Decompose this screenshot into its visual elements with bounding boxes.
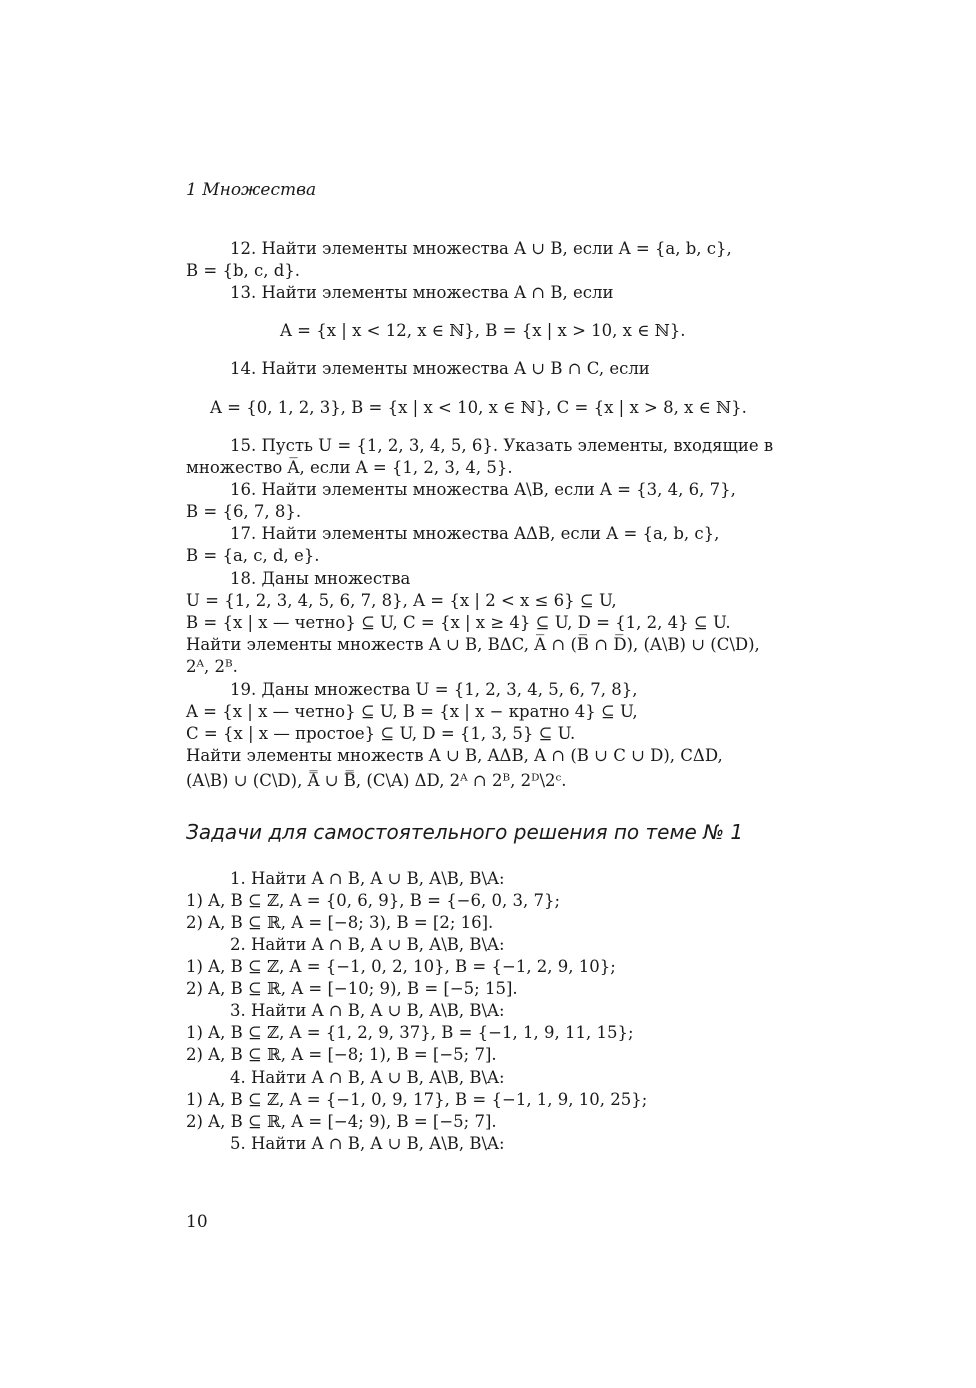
exercise-4-line-1: 4. Найти A ∩ B, A ∪ B, A\B, B\A: <box>230 1068 505 1087</box>
problem-14-line-1: 14. Найти элементы множества A ∪ B ∩ C, если <box>230 359 650 378</box>
problem-12-line-1: 12. Найти элементы множества A ∪ B, если A = {a, b, c}, <box>230 239 732 258</box>
exercise-1-line-2: 1) A, B ⊆ ℤ, A = {0, 6, 9}, B = {−6, 0, 3, 7}; <box>186 891 561 910</box>
problem-15-line-1: 15. Пусть U = {1, 2, 3, 4, 5, 6}. Указать элементы, входящие в <box>230 436 774 455</box>
exercise-5-line-1: 5. Найти A ∩ B, A ∪ B, A\B, B\A: <box>230 1134 505 1153</box>
problem-19-line-1: 19. Даны множества U = {1, 2, 3, 4, 5, 6, 7, 8}, <box>230 680 638 699</box>
problem-12-line-2: B = {b, c, d}. <box>186 261 301 280</box>
problem-16-line-2: B = {6, 7, 8}. <box>186 502 302 521</box>
problem-18-line-4: Найти элементы множеств A ∪ B, BΔC, A̅ ∩ (B̅ ∩ D̅), (A\B) ∪ (C\D), <box>186 635 760 654</box>
problem-18-line-1: 18. Даны множества <box>230 569 411 588</box>
problem-18-line-3: B = {x | x — четно} ⊆ U, C = {x | x ≥ 4} ⊆ U, D = {1, 2, 4} ⊆ U. <box>186 613 731 632</box>
problem-19-line-5: (A\B) ∪ (C\D), A̿ ∪ B̿, (C\A) ΔD, 2ᴬ ∩ 2ᴮ, 2ᴰ\2ᶜ. <box>186 771 567 790</box>
problem-18-line-2: U = {1, 2, 3, 4, 5, 6, 7, 8}, A = {x | 2 < x ≤ 6} ⊆ U, <box>186 591 617 610</box>
exercise-1-line-1: 1. Найти A ∩ B, A ∪ B, A\B, B\A: <box>230 869 505 888</box>
problem-13-formula: A = {x | x < 12, x ∈ ℕ}, B = {x | x > 10, x ∈ ℕ}. <box>280 321 686 340</box>
problem-13-line-1: 13. Найти элементы множества A ∩ B, если <box>230 283 614 302</box>
problem-19-line-3: C = {x | x — простое} ⊆ U, D = {1, 3, 5} ⊆ U. <box>186 724 576 743</box>
exercise-2-line-3: 2) A, B ⊆ ℝ, A = [−10; 9), B = [−5; 15]. <box>186 979 518 998</box>
exercise-1-line-3: 2) A, B ⊆ ℝ, A = [−8; 3), B = [2; 16]. <box>186 913 494 932</box>
section-title: Задачи для самостоятельного решения по теме № 1 <box>186 820 744 844</box>
page-number: 10 <box>186 1212 208 1232</box>
exercise-4-line-3: 2) A, B ⊆ ℝ, A = [−4; 9), B = [−5; 7]. <box>186 1112 497 1131</box>
problem-17-line-1: 17. Найти элементы множества AΔB, если A = {a, b, c}, <box>230 524 720 543</box>
exercise-3-line-3: 2) A, B ⊆ ℝ, A = [−8; 1), B = [−5; 7]. <box>186 1045 497 1064</box>
exercise-2-line-2: 1) A, B ⊆ ℤ, A = {−1, 0, 2, 10}, B = {−1, 2, 9, 10}; <box>186 957 616 976</box>
problem-19-line-2: A = {x | x — четно} ⊆ U, B = {x | x − кратно 4} ⊆ U, <box>186 702 638 721</box>
exercise-3-line-2: 1) A, B ⊆ ℤ, A = {1, 2, 9, 37}, B = {−1, 1, 9, 11, 15}; <box>186 1023 634 1042</box>
problem-18-line-5: 2ᴬ, 2ᴮ. <box>186 657 238 676</box>
problem-17-line-2: B = {a, c, d, e}. <box>186 546 320 565</box>
problem-15-line-2: множество A̅, если A = {1, 2, 3, 4, 5}. <box>186 458 513 477</box>
exercise-4-line-2: 1) A, B ⊆ ℤ, A = {−1, 0, 9, 17}, B = {−1, 1, 9, 10, 25}; <box>186 1090 648 1109</box>
exercise-3-line-1: 3. Найти A ∩ B, A ∪ B, A\B, B\A: <box>230 1001 505 1020</box>
problem-19-line-4: Найти элементы множеств A ∪ B, AΔB, A ∩ (B ∪ C ∪ D), CΔD, <box>186 746 723 765</box>
running-header: 1 Множества <box>186 180 317 200</box>
problem-16-line-1: 16. Найти элементы множества A\B, если A = {3, 4, 6, 7}, <box>230 480 736 499</box>
exercise-2-line-1: 2. Найти A ∩ B, A ∪ B, A\B, B\A: <box>230 935 505 954</box>
problem-14-formula: A = {0, 1, 2, 3}, B = {x | x < 10, x ∈ ℕ}, C = {x | x > 8, x ∈ ℕ}. <box>210 398 747 417</box>
